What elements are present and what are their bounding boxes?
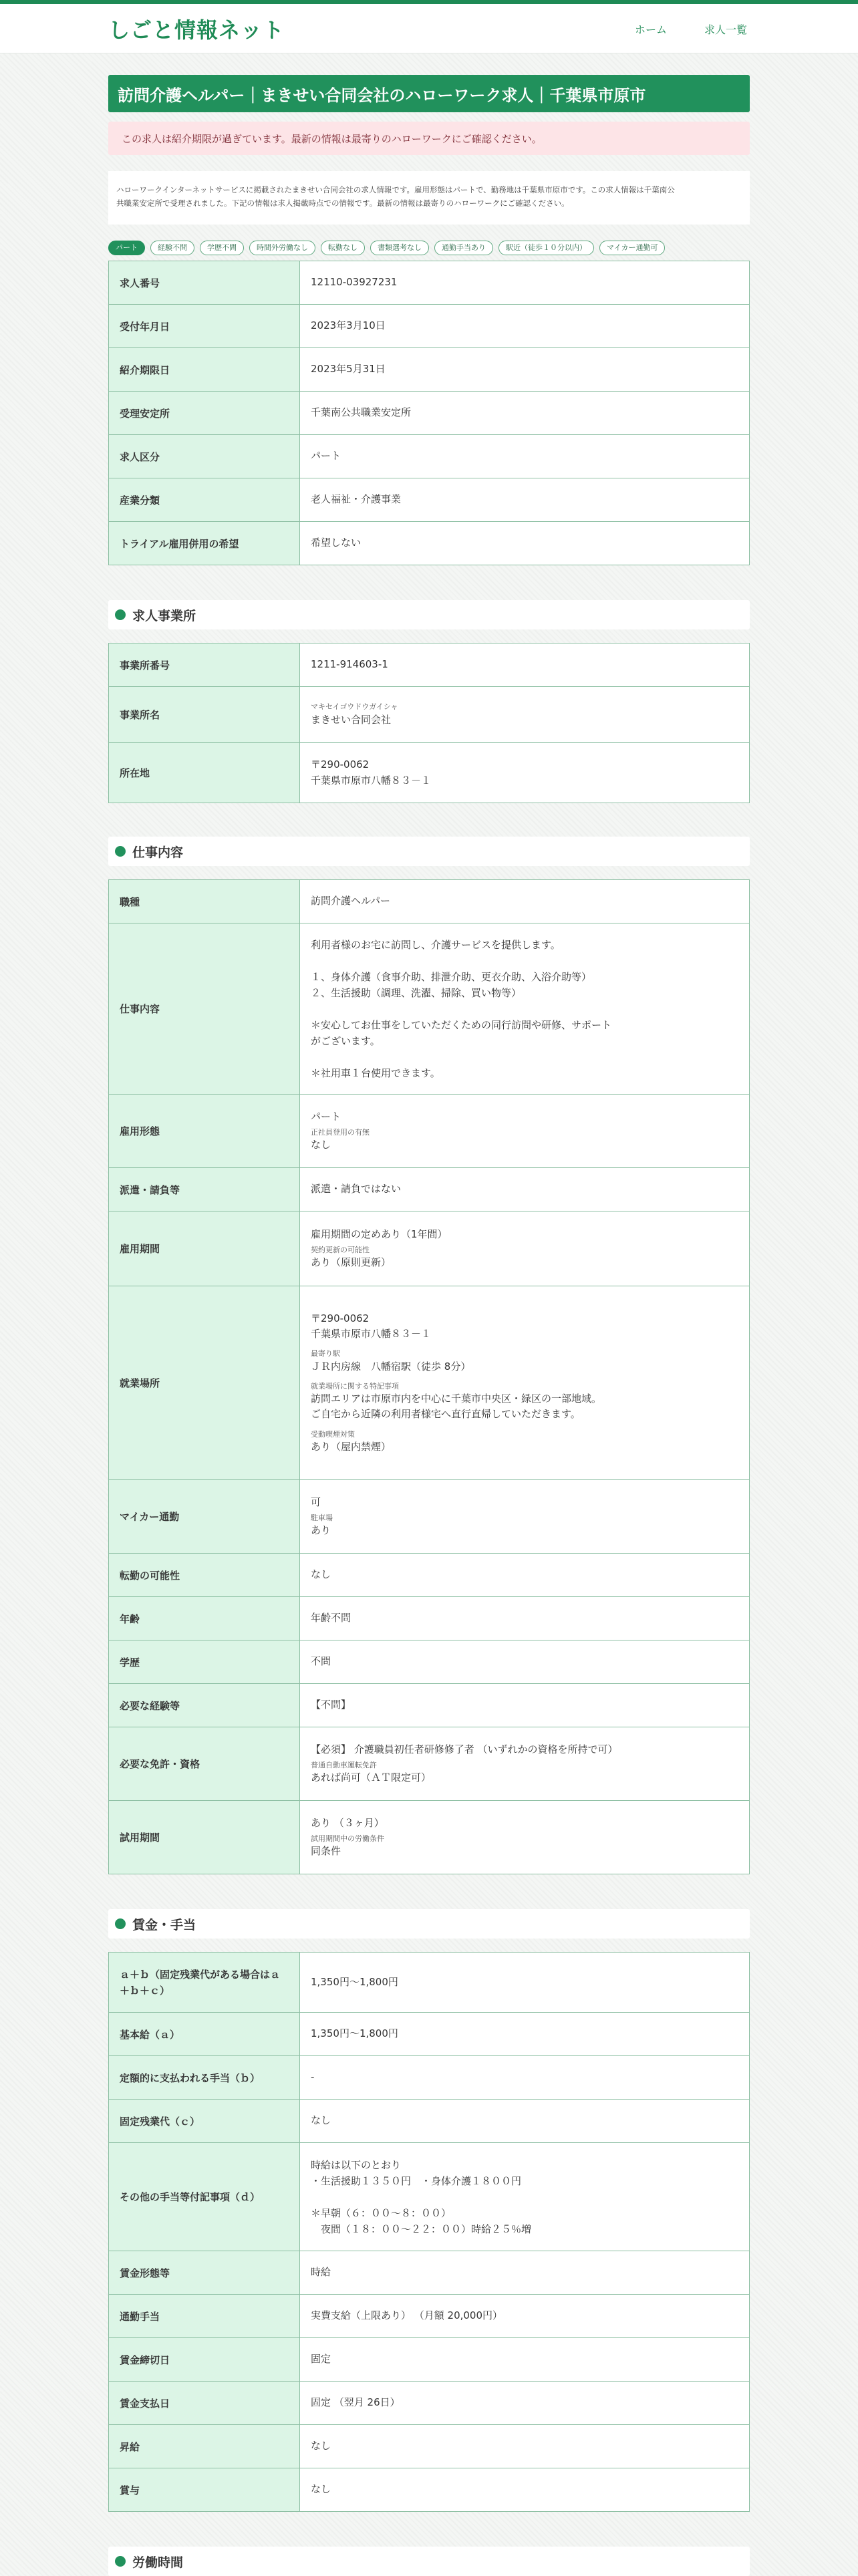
wage-note-line: ・生活援助１３５０円 ・身体介護１８００円 xyxy=(311,2174,522,2187)
site-header xyxy=(0,4,858,53)
table-row xyxy=(109,2338,750,2382)
row-value: 老人福祉・介護事業 xyxy=(300,478,750,522)
row-value: あり xyxy=(311,1524,331,1537)
row-value: 可 xyxy=(311,1495,321,1508)
table-row xyxy=(109,743,750,803)
row-value: なし xyxy=(300,2100,750,2143)
row-value: 実費支給（上限あり） （月額 20,000円） xyxy=(300,2295,750,2338)
row-label: 昇給 xyxy=(109,2425,300,2468)
row-label: 職種 xyxy=(109,880,300,923)
table-row xyxy=(109,522,750,565)
row-value: 希望しない xyxy=(300,522,750,565)
table-row xyxy=(109,2143,750,2251)
office-name: まきせい合同会社 xyxy=(311,713,392,726)
bullet-dot-icon xyxy=(115,609,126,620)
row-value: 時給 xyxy=(300,2251,750,2295)
content-line: ＊社用車１台使用できます。 xyxy=(311,1066,440,1079)
table-row xyxy=(109,2013,750,2056)
office-table xyxy=(108,643,750,803)
row-label: トライアル雇用併用の希望 xyxy=(109,522,300,565)
row-label: 事業所番号 xyxy=(109,643,300,687)
row-value: 不問 xyxy=(300,1640,750,1684)
row-value: 〒290-0062 xyxy=(311,1312,370,1324)
table-row xyxy=(109,305,750,348)
table-row xyxy=(109,1480,750,1554)
row-label: 事業所名 xyxy=(109,687,300,743)
section-title: 求人事業所 xyxy=(132,608,196,623)
row-value: なし xyxy=(300,2468,750,2512)
row-label: 雇用形態 xyxy=(109,1095,300,1168)
row-sub-label: 最寄り駅 xyxy=(311,1349,340,1358)
blank-line xyxy=(311,1001,738,1017)
table-row xyxy=(109,1801,750,1874)
table-row xyxy=(109,1211,750,1286)
row-value: なし xyxy=(300,1554,750,1597)
row-value: 同条件 xyxy=(311,1845,341,1858)
row-label: 転勤の可能性 xyxy=(109,1554,300,1597)
row-label: 産業分類 xyxy=(109,478,300,522)
row-value: 固定 （翌月 26日） xyxy=(300,2382,750,2425)
section-office-heading xyxy=(108,600,750,629)
table-row xyxy=(109,2295,750,2338)
table-row xyxy=(109,687,750,743)
expired-alert: この求人は紹介期限が過ぎています。最新の情報は最寄りのハローワークにご確認ください。 xyxy=(108,122,750,155)
row-label: ａ＋ｂ（固定残業代がある場合はａ＋ｂ＋ｃ） xyxy=(109,1953,300,2013)
row-label: 賃金締切日 xyxy=(109,2338,300,2382)
row-value: 2023年3月10日 xyxy=(300,305,750,348)
row-label: 受理安定所 xyxy=(109,392,300,435)
blank-line xyxy=(311,2189,738,2205)
table-row xyxy=(109,435,750,478)
intro-line: ハローワークインターネットサービスに掲載されたまきせい合同会社の求人情報です。雇用形態はパートで、勤務地は千葉県市原市です。この求人情報は千葉南公 xyxy=(116,185,675,194)
row-value: パート xyxy=(300,435,750,478)
row-label: 紹介期限日 xyxy=(109,348,300,392)
table-row xyxy=(109,1684,750,1727)
row-label: 基本給（ａ） xyxy=(109,2013,300,2056)
table-row xyxy=(109,1953,750,2013)
row-label: 固定残業代（ｃ） xyxy=(109,2100,300,2143)
row-sub-label: 契約更新の可能性 xyxy=(311,1245,370,1254)
row-value: あり（屋内禁煙） xyxy=(311,1441,392,1453)
row-value: 年齢不問 xyxy=(300,1597,750,1640)
blank-line xyxy=(311,953,738,969)
row-value: 固定 xyxy=(300,2338,750,2382)
office-zip: 〒290-0062 xyxy=(311,758,370,771)
row-label: 仕事内容 xyxy=(109,923,300,1095)
content-line: １、身体介護（食事介助、排泄介助、更衣介助、入浴介助等） xyxy=(311,970,592,983)
row-value: 訪問エリアは市原市内を中心に千葉市中央区・緑区の一部地域。 xyxy=(311,1393,602,1405)
row-label: 求人区分 xyxy=(109,435,300,478)
table-row xyxy=(109,2100,750,2143)
row-value: 千葉南公共職業安定所 xyxy=(300,392,750,435)
main-content xyxy=(108,53,750,2576)
row-value: 1211-914603-1 xyxy=(300,643,750,687)
section-wage-heading xyxy=(108,1909,750,1939)
row-label: 必要な経験等 xyxy=(109,1684,300,1727)
bullet-dot-icon xyxy=(115,2556,126,2567)
row-value: あれば尚可（ＡＴ限定可） xyxy=(311,1771,432,1784)
row-value: あり（原則更新） xyxy=(311,1256,392,1269)
nav-home-link[interactable]: ホーム xyxy=(634,23,667,36)
table-row xyxy=(109,2425,750,2468)
row-sub-label: 駐車場 xyxy=(311,1513,333,1522)
nav-job-list-link[interactable]: 求人一覧 xyxy=(704,23,747,36)
section-labor-heading xyxy=(108,2547,750,2576)
row-sub-label: 試用期間中の労働条件 xyxy=(311,1834,384,1843)
tag: 書類選考なし xyxy=(370,241,429,255)
row-label: 就業場所 xyxy=(109,1286,300,1480)
intro-line: 共職業安定所で受理されました。下記の情報は求人掲載時点での情報です。最新の情報は最寄りのハローワークにご確認ください。 xyxy=(116,198,569,208)
row-value: 【必須】 介護職員初任者研修修了者 （いずれかの資格を所持で可） xyxy=(311,1743,618,1755)
intro-text xyxy=(108,171,750,225)
office-name-kana: マキセイゴウドウガイシャ xyxy=(311,702,398,712)
tag: 駅近（徒歩１０分以内） xyxy=(498,241,594,255)
content-line: 利用者様のお宅に訪問し、介護サービスを提供します。 xyxy=(311,938,561,951)
row-value: 訪問介護ヘルパー xyxy=(300,880,750,923)
row-value: なし xyxy=(311,1139,331,1151)
row-label: 求人番号 xyxy=(109,261,300,305)
row-label: マイカー通勤 xyxy=(109,1480,300,1554)
summary-table xyxy=(108,261,750,565)
wage-note-line: 時給は以下のとおり xyxy=(311,2158,402,2171)
row-label: 雇用期間 xyxy=(109,1211,300,1286)
tag: マイカー通勤可 xyxy=(599,241,665,255)
tag: 通勤手当あり xyxy=(434,241,493,255)
job-title: 訪問介護ヘルパー｜まきせい合同会社のハローワーク求人｜千葉県市原市 xyxy=(108,75,750,112)
row-value: 派遣・請負ではない xyxy=(300,1168,750,1211)
row-value: 1,350円〜1,800円 xyxy=(300,1953,750,2013)
row-label: 派遣・請負等 xyxy=(109,1168,300,1211)
table-row xyxy=(109,1554,750,1597)
row-sub-label: 普通自動車運転免許 xyxy=(311,1760,377,1769)
row-value: ＪＲ内房線 八幡宿駅（徒歩 8分） xyxy=(311,1360,471,1373)
table-row xyxy=(109,2056,750,2100)
row-label: 必要な免許・資格 xyxy=(109,1727,300,1801)
row-label: 賃金形態等 xyxy=(109,2251,300,2295)
row-label: 賃金支払日 xyxy=(109,2382,300,2425)
row-value: 【不問】 xyxy=(300,1684,750,1727)
table-row xyxy=(109,1168,750,1211)
tag: 転勤なし xyxy=(321,241,365,255)
table-row xyxy=(109,2382,750,2425)
row-value: 1,350円〜1,800円 xyxy=(300,2013,750,2056)
main-nav xyxy=(635,21,750,37)
tag: 時間外労働なし xyxy=(249,241,315,255)
blank-line xyxy=(311,1049,738,1065)
table-row xyxy=(109,923,750,1095)
row-label: 学歴 xyxy=(109,1640,300,1684)
table-row xyxy=(109,2468,750,2512)
row-label: 賞与 xyxy=(109,2468,300,2512)
row-value: 雇用期間の定めあり（1年間） xyxy=(311,1228,448,1240)
row-value: あり （３ヶ月） xyxy=(311,1816,384,1829)
table-row xyxy=(109,643,750,687)
row-value: 2023年5月31日 xyxy=(300,348,750,392)
tag: 学歴不問 xyxy=(200,241,244,255)
row-label: 定額的に支払われる手当（ｂ） xyxy=(109,2056,300,2100)
row-label: その他の手当等付記事項（ｄ） xyxy=(109,2143,300,2251)
row-label: 受付年月日 xyxy=(109,305,300,348)
table-row xyxy=(109,880,750,923)
table-row xyxy=(109,348,750,392)
row-value: ご自宅から近隣の利用者様宅へ直行直帰していただきます。 xyxy=(311,1408,581,1421)
office-address: 千葉県市原市八幡８３－１ xyxy=(311,774,432,786)
table-row xyxy=(109,1095,750,1168)
row-value: パート xyxy=(311,1110,341,1123)
tag-list xyxy=(108,241,750,255)
table-row xyxy=(109,1286,750,1480)
row-label: 所在地 xyxy=(109,743,300,803)
table-row xyxy=(109,1727,750,1801)
section-title: 賃金・手当 xyxy=(132,1917,196,1933)
table-row xyxy=(109,2251,750,2295)
table-row xyxy=(109,1640,750,1684)
row-value: なし xyxy=(300,2425,750,2468)
section-title: 労働時間 xyxy=(132,2555,184,2570)
wage-table xyxy=(108,1952,750,2512)
table-row xyxy=(109,392,750,435)
row-sub-label: 受動喫煙対策 xyxy=(311,1429,355,1439)
row-value: - xyxy=(300,2056,750,2100)
content-line: ＊安心してお仕事をしていただくための同行訪問や研修、サポート xyxy=(311,1018,612,1031)
table-row xyxy=(109,1597,750,1640)
row-value: 千葉県市原市八幡８３－１ xyxy=(311,1327,432,1340)
section-title: 仕事内容 xyxy=(132,845,184,860)
row-label: 年齢 xyxy=(109,1597,300,1640)
content-line: ２、生活援助（調理、洗濯、掃除、買い物等） xyxy=(311,986,522,999)
bullet-dot-icon xyxy=(115,1918,126,1929)
bullet-dot-icon xyxy=(115,846,126,857)
content-line: がございます。 xyxy=(311,1034,380,1047)
site-logo[interactable]: しごと情報ネット xyxy=(108,17,285,43)
table-row xyxy=(109,261,750,305)
section-work-heading xyxy=(108,837,750,866)
work-table xyxy=(108,879,750,1874)
row-label: 通勤手当 xyxy=(109,2295,300,2338)
table-row xyxy=(109,478,750,522)
row-sub-label: 正社員登用の有無 xyxy=(311,1127,370,1137)
tag: 経験不問 xyxy=(150,241,194,255)
wage-note-line: 夜間（１８：００〜２２：００）時給２５％増 xyxy=(311,2223,532,2235)
row-sub-label: 就業場所に関する特記事項 xyxy=(311,1381,399,1391)
row-label: 試用期間 xyxy=(109,1801,300,1874)
row-value: 12110-03927231 xyxy=(300,261,750,305)
wage-note-line: ＊早朝（６：００〜８：００） xyxy=(311,2206,452,2219)
tag: パート xyxy=(108,241,145,255)
